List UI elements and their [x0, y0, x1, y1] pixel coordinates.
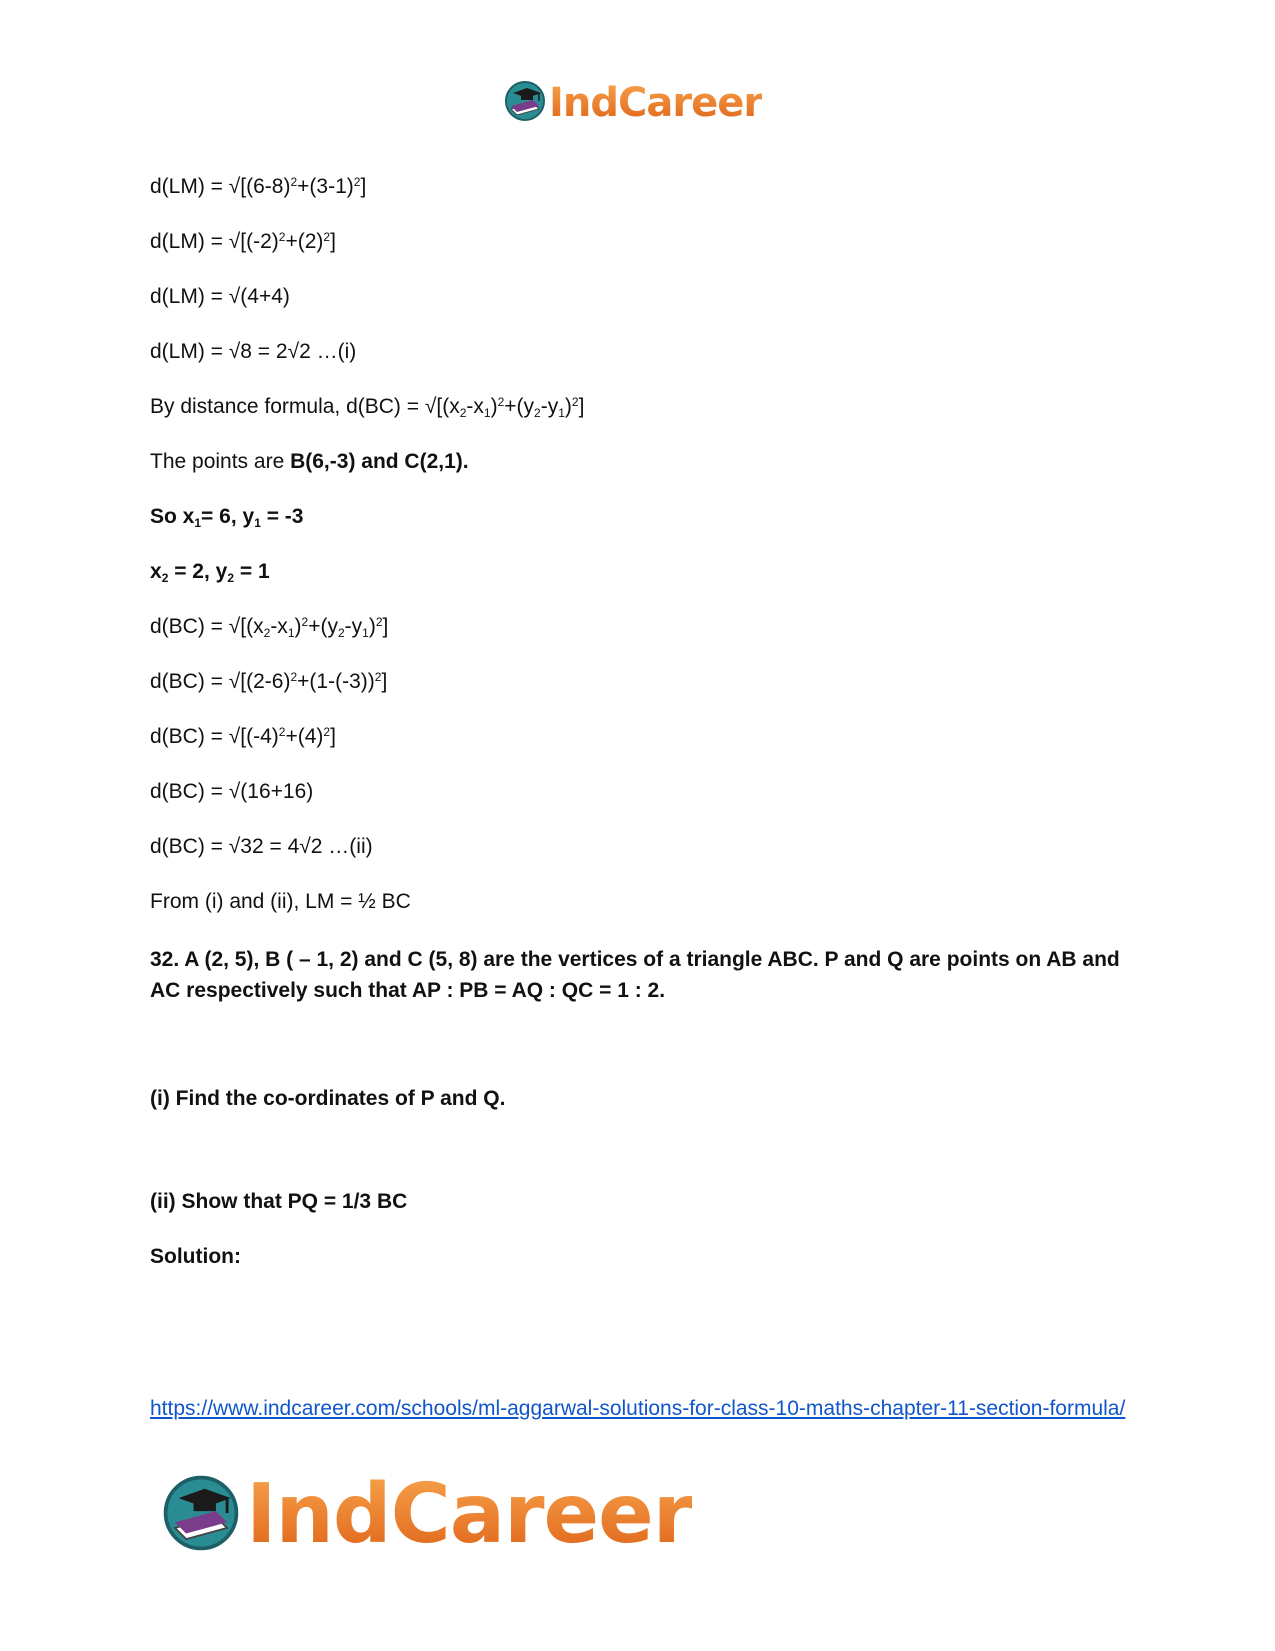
footer-logo: [160, 1467, 693, 1562]
coordinates-line: $x_2 = 2$, $y_2 = 1$: [150, 560, 270, 585]
equation-line: d(LM) = √(4+4): [150, 285, 290, 308]
equation-line: $d(LM) = √[(-2)^2+(2)^2]$: [150, 230, 336, 253]
question-text: 32. A (2, 5), B ( – 1, 2) and C (5, 8) are the vertices of a triangle ABC. P and Q are points on AB and AC respectively such that AP : PB = AQ : QC = 1 : 2.: [150, 948, 1120, 1002]
distance-formula-line: By distance formula, $d(BC) = √[(x_2-x_1)^2+(y_2-y_1)^2]$: [150, 395, 585, 420]
source-link[interactable]: https://www.indcareer.com/schools/ml-aggarwal-solutions-for-class-10-maths-chapter-11-section-formula/: [150, 1397, 1126, 1420]
equation-line: $d(BC) = √[(-4)^2+(4)^2]$: [150, 725, 336, 748]
footer-logo-text: IndCareer: [246, 1467, 693, 1562]
equation-line: d(LM) = √8 = 2√2 …(i): [150, 340, 357, 363]
coordinates-line: So $x_1= 6$, $y_1 = -3$: [150, 505, 304, 530]
header-logo-text: IndCareer: [549, 80, 763, 126]
conclusion-line: From (i) and (ii), LM = ½ BC: [150, 890, 411, 913]
question-part-2: (ii) Show that PQ = 1/3 BC: [150, 1190, 408, 1213]
question-part-1: (i) Find the co-ordinates of P and Q.: [150, 1087, 506, 1110]
header-logo: [503, 78, 762, 128]
graduation-cap-book-globe-icon: [160, 1472, 242, 1559]
equation-line: d(BC) = √(16+16): [150, 780, 314, 803]
equation-line: d(BC) = √32 = 4√2 …(ii): [150, 835, 373, 858]
graduation-cap-book-globe-icon: [503, 79, 547, 128]
document-body: [150, 174, 1130, 1299]
equation-line: $d(BC) = √[(x_2-x_1)^2+(y_2-y_1)^2]$: [150, 615, 389, 640]
equation-line: $d(BC) = √[(2-6)^2+(1-(-3))^2]$: [150, 670, 388, 693]
points-line: The points are B(6,-3) and C(2,1).: [150, 450, 469, 473]
solution-label: Solution:: [150, 1245, 241, 1268]
equation-line: $d(LM) = √[(6-8)^2+(3-1)^2]$: [150, 175, 367, 198]
